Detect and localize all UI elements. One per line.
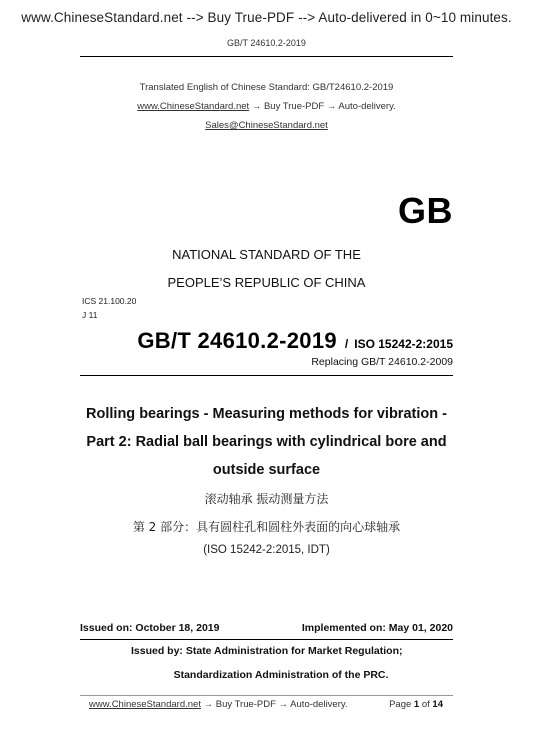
footer-site-suffix: → Buy True-PDF → Auto-delivery. (200, 699, 348, 710)
top-banner: www.ChineseStandard.net --> Buy True-PDF --> Auto-delivered in 0~10 minutes. (21, 10, 512, 25)
header-doc-code: GB/T 24610.2-2019 (227, 38, 306, 48)
iso-code: ISO 15242-2:2015 (354, 337, 453, 351)
gb-mark: GB (398, 190, 453, 231)
issuer-line-2: Standardization Administration of the PRC. (173, 669, 389, 681)
national-standard-line: NATIONAL STANDARD OF THE (172, 247, 361, 262)
translated-notice: Translated English of Chinese Standard: GB/T24610.2-2019 (139, 82, 394, 93)
standard-number-line (137, 328, 453, 354)
implemented-date: Implemented on: May 01, 2020 (301, 622, 453, 634)
footer-site-link[interactable]: www.ChineseStandard.net (89, 699, 201, 710)
page-label: Page (389, 699, 412, 710)
replacing-note: Replacing GB/T 24610.2-2009 (311, 356, 453, 368)
dates-divider (80, 639, 453, 640)
sales-email-link[interactable]: Sales@ChineseStandard.net (205, 120, 328, 131)
standard-slash: / (344, 337, 349, 351)
title-line-3: outside surface (212, 462, 321, 478)
site-link[interactable]: www.ChineseStandard.net (137, 101, 250, 112)
sales-email-line (0, 120, 533, 131)
iso-equivalence: (ISO 15242-2:2015, IDT) (203, 544, 330, 556)
total-pages: 14 (432, 699, 443, 710)
issued-date: Issued on: October 18, 2019 (80, 622, 220, 634)
j-code: J 11 (82, 310, 98, 320)
ics-code: ICS 21.100.20 (82, 296, 137, 306)
title-line-2: Part 2: Radial ball bearings with cylindrical bore and (86, 434, 447, 450)
chinese-part-title: 第 2 部分：具有圆柱孔和圆柱外表面的向心球轴承 (132, 520, 401, 534)
of-label: of (421, 699, 430, 710)
peoples-republic-line: PEOPLE’S REPUBLIC OF CHINA (167, 275, 366, 290)
header-divider (80, 56, 453, 57)
footer-link-line (89, 699, 348, 710)
site-link-suffix: → Buy True-PDF → Auto-delivery. (249, 101, 396, 112)
intro-link-line (0, 101, 533, 112)
title-line-1: Rolling bearings - Measuring methods for vibration - (86, 406, 447, 422)
page-number: 1 (413, 699, 420, 710)
cover-divider (80, 375, 453, 376)
chinese-title: 滚动轴承 振动测量方法 (204, 492, 329, 506)
issuer-line-1: Issued by: State Administration for Market Regulation; (131, 645, 403, 657)
standard-code: GB/T 24610.2-2019 (137, 328, 337, 353)
page-indicator (389, 699, 443, 710)
footer-divider (80, 695, 453, 696)
